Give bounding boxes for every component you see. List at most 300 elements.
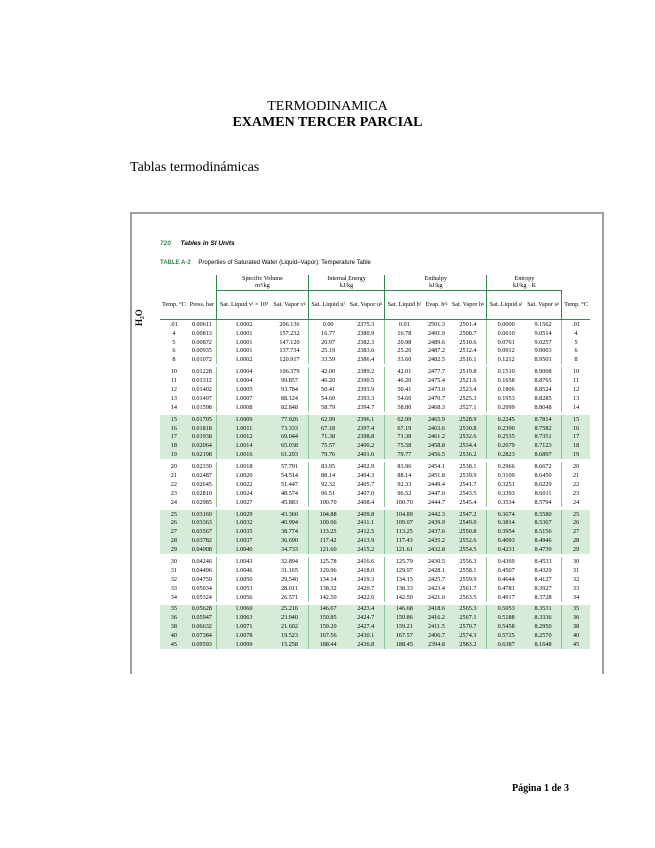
- table-cell: 8.8048: [534, 403, 552, 411]
- table-cell: 2491.9: [427, 329, 445, 337]
- table-cell: 138.33: [385, 584, 424, 593]
- table-cell: 29: [160, 545, 188, 554]
- table-cell: 46.20: [385, 376, 424, 385]
- table-cell: 2409.8: [347, 510, 384, 519]
- table-cell: 9.0514: [534, 329, 552, 337]
- table-cell: 157.232: [279, 329, 300, 337]
- table-cell: 0.04496: [191, 566, 212, 574]
- table-cell: 1.0063: [216, 614, 271, 623]
- table-row: [160, 376, 590, 385]
- table-cell: 11: [562, 376, 590, 385]
- table-cell: 2532.6: [449, 433, 486, 442]
- group-header: Enthalpy kJ/kg: [385, 275, 487, 291]
- table-cell: 188.45: [385, 640, 424, 649]
- table-cell: 2456.5: [423, 450, 449, 459]
- table-cell: 1.0046: [216, 566, 271, 575]
- table-cell: 16.77: [308, 329, 347, 338]
- table-cell: 6: [172, 347, 176, 355]
- table-cell: 113.25: [385, 528, 424, 537]
- table-cell: 8.8285: [534, 394, 552, 402]
- table-cell: 2510.6: [459, 338, 477, 346]
- table-cell: 113.25: [308, 528, 347, 537]
- table-cell: 0.02487: [191, 471, 212, 479]
- table-cell: 0.2099: [487, 403, 525, 412]
- table-cell: 15: [160, 415, 188, 424]
- table-cell: 2565.3: [449, 605, 486, 614]
- table-cell: 57.791: [280, 463, 298, 471]
- table-cell: 2407.0: [357, 489, 375, 497]
- table-cell: 4: [172, 329, 176, 337]
- table-row: [160, 640, 590, 649]
- table-row: [160, 424, 590, 433]
- table-cell: 2536.2: [449, 450, 486, 459]
- table-cell: 2444.7: [427, 498, 445, 506]
- table-cell: 31: [170, 566, 177, 574]
- table-cell: 13: [170, 394, 177, 402]
- table-cell: 71.38: [385, 433, 424, 442]
- table-row: [160, 329, 590, 338]
- table-cell: 36: [160, 614, 188, 623]
- table-cell: 2538.1: [459, 463, 477, 471]
- table-caption: Properties of Saturated Water (Liquid–Vapor): Temperature Table: [198, 260, 371, 266]
- table-row: [160, 403, 590, 412]
- table-cell: 2512.4: [459, 347, 477, 355]
- table-cell: 2411.5: [423, 623, 449, 632]
- table-cell: 21.602: [271, 623, 308, 632]
- table-cell: 29: [562, 545, 590, 554]
- table-cell: 33.60: [385, 356, 424, 365]
- table-cell: 2574.3: [449, 631, 486, 640]
- table-cell: 0.4369: [487, 557, 525, 566]
- table-cell: 8.2950: [525, 623, 562, 632]
- table-cell: 40.994: [271, 519, 308, 528]
- table-cell: 2430.5: [427, 557, 445, 565]
- table-cell: 8.7582: [525, 424, 562, 433]
- table-cell: 0.2535: [487, 433, 525, 442]
- table-cell: 0.2966: [487, 462, 525, 471]
- table-cell: 62.99: [385, 415, 424, 424]
- table-cell: 2519.8: [459, 368, 477, 376]
- table-cell: 38: [160, 623, 188, 632]
- table-cell: 8.4329: [534, 566, 552, 574]
- table-cell: 2418.0: [357, 566, 375, 574]
- table-cell: 50.41: [385, 385, 424, 394]
- table-cell: 2391.9: [357, 385, 375, 393]
- table-cell: 8: [562, 356, 590, 365]
- table-cell: 25.20: [385, 347, 424, 356]
- column-header: Sat. Liquid vᶠ × 10³: [216, 291, 271, 320]
- table-cell: 2477.7: [427, 368, 445, 376]
- table-cell: 2397.4: [347, 424, 384, 433]
- column-header: Sat. Liquid uᶠ: [308, 291, 347, 320]
- table-cell: 96.51: [308, 489, 347, 498]
- table-cell: 12: [170, 385, 177, 393]
- table-cell: 0.1806: [487, 385, 525, 394]
- table-cell: 2541.7: [459, 480, 477, 488]
- table-row: [160, 442, 590, 451]
- table-cell: 20: [562, 462, 590, 471]
- table-cell: 0.04246: [191, 557, 212, 565]
- table-cell: 2501.3: [427, 320, 445, 328]
- table-cell: 0.03169: [188, 510, 217, 519]
- table-cell: 0.01818: [188, 424, 217, 433]
- table-cell: 54.514: [280, 471, 298, 479]
- table-row: [160, 489, 590, 498]
- table-cell: 0.4093: [487, 536, 525, 545]
- table-cell: 0.4231: [487, 545, 525, 554]
- table-cell: 0.04008: [188, 545, 217, 554]
- table-cell: 36: [562, 614, 590, 623]
- table-row: [160, 510, 590, 519]
- table-cell: 8.5156: [525, 528, 562, 537]
- table-cell: 2583.2: [449, 640, 486, 649]
- table-cell: 0.02339: [191, 463, 212, 471]
- column-header: Sat. Vapor uᵍ: [347, 291, 384, 320]
- table-cell: 0.02645: [191, 480, 212, 488]
- table-cell: 82.848: [280, 403, 298, 411]
- table-cell: 1.0027: [216, 498, 271, 507]
- table-cell: 2523.4: [459, 385, 477, 393]
- table-cell: 2416.6: [357, 557, 375, 565]
- table-cell: 8.6672: [534, 463, 552, 471]
- table-cell: 79.77: [385, 450, 424, 459]
- table-cell: 0.05947: [188, 614, 217, 623]
- table-cell: 6: [562, 347, 590, 356]
- table-cell: 117.42: [308, 536, 347, 545]
- table-cell: 2432.8: [423, 545, 449, 554]
- table-cell: 36.690: [271, 536, 308, 545]
- table-cell: 206.136: [279, 320, 300, 328]
- table-cell: 2412.5: [347, 528, 384, 537]
- table-row: [160, 385, 590, 394]
- table-cell: 0.01705: [188, 415, 217, 424]
- table-cell: 0.04759: [191, 575, 212, 583]
- table-cell: 2465.9: [423, 415, 449, 424]
- column-header: Evap. hᶠᵍ: [423, 291, 449, 320]
- table-cell: 65.038: [271, 442, 308, 451]
- table-cell: 1.0099: [216, 640, 271, 649]
- table-cell: 19: [562, 450, 590, 459]
- table-cell: 8.6011: [534, 489, 552, 497]
- table-cell: 2425.7: [427, 575, 445, 583]
- table-cell: 38.774: [271, 528, 308, 537]
- table-cell: 9.0003: [534, 347, 552, 355]
- table-cell: 26: [562, 519, 590, 528]
- table-cell: 0.05628: [188, 605, 217, 614]
- table-cell: 0.02985: [191, 498, 212, 506]
- table-cell: 2389.2: [357, 368, 375, 376]
- table-cell: 0.2245: [487, 415, 525, 424]
- table-cell: 0.4644: [487, 575, 525, 584]
- table-cell: 88.14: [308, 471, 347, 480]
- table-cell: 1.0037: [216, 536, 271, 545]
- table-cell: 8.7123: [525, 442, 562, 451]
- table-cell: 159.20: [308, 623, 347, 632]
- table-row: [160, 614, 590, 623]
- table-cell: 0.5053: [487, 605, 525, 614]
- table-cell: 2521.6: [459, 377, 477, 385]
- group-header: Entropy kJ/kg · K: [487, 275, 562, 291]
- table-cell: 92.33: [385, 480, 424, 489]
- table-cell: 2428.1: [427, 566, 445, 574]
- table-cell: 0.3109: [487, 471, 525, 480]
- table-cell: 92.32: [308, 480, 347, 489]
- table-cell: 2405.7: [357, 480, 375, 488]
- table-cell: 109.07: [385, 519, 424, 528]
- table-cell: 1.0004: [216, 376, 271, 385]
- table-row: [160, 623, 590, 632]
- table-cell: 2487.2: [427, 347, 445, 355]
- table-cell: 0.01312: [191, 377, 212, 385]
- table-cell: 17: [562, 433, 590, 442]
- table-cell: 28: [562, 536, 590, 545]
- table-cell: 1.0014: [216, 442, 271, 451]
- table-cell: 129.97: [385, 566, 424, 575]
- section-heading: Tablas termodinámicas: [130, 160, 260, 175]
- table-row: [160, 605, 590, 614]
- table-cell: 26.571: [280, 593, 298, 601]
- table-cell: 62.99: [308, 415, 347, 424]
- group-header: Specific Volume m³/kg: [216, 275, 308, 291]
- table-cell: 2489.6: [427, 338, 445, 346]
- table-cell: 2435.2: [423, 536, 449, 545]
- table-row: [160, 347, 590, 356]
- table-cell: 4: [562, 329, 590, 338]
- table-cell: 2458.8: [423, 442, 449, 451]
- table-cell: 0.2823: [487, 450, 525, 459]
- document-subtitle: EXAMEN TERCER PARCIAL: [232, 115, 423, 130]
- table-cell: 0.00813: [191, 329, 212, 337]
- table-cell: 0.2679: [487, 442, 525, 451]
- table-cell: 9.0257: [534, 338, 552, 346]
- table-cell: 10: [562, 367, 590, 376]
- table-cell: 2543.5: [459, 489, 477, 497]
- table-cell: 16.78: [385, 329, 424, 338]
- table-cell: 34: [562, 593, 590, 602]
- column-header: Sat. Vapor hᵍ: [449, 291, 486, 320]
- table-cell: 93.784: [280, 385, 298, 393]
- table-cell: 2383.6: [357, 347, 375, 355]
- table-cell: 2427.4: [347, 623, 384, 632]
- table-cell: 121.61: [385, 545, 424, 554]
- table-cell: 0.01: [385, 320, 424, 329]
- table-cell: 0.02810: [191, 489, 212, 497]
- table-cell: 1.0078: [216, 631, 271, 640]
- table-cell: 1.0001: [216, 347, 271, 356]
- table-cell: 26: [160, 519, 188, 528]
- table-cell: 77.926: [271, 415, 308, 424]
- table-cell: 8.3336: [525, 614, 562, 623]
- table-cell: 31: [562, 566, 590, 575]
- table-cell: .01: [562, 320, 590, 329]
- table-cell: 88.14: [385, 471, 424, 480]
- table-cell: 129.96: [308, 566, 347, 575]
- table-cell: 2401.6: [347, 450, 384, 459]
- table-cell: 1.0043: [216, 557, 271, 566]
- table-cell: 2393.3: [357, 394, 375, 402]
- table-cell: 0.1953: [487, 394, 525, 403]
- table-cell: 28: [160, 536, 188, 545]
- table-cell: 0.3534: [487, 498, 525, 507]
- table-row: [160, 394, 590, 403]
- table-cell: 31.165: [280, 566, 298, 574]
- table-cell: 188.44: [308, 640, 347, 649]
- table-cell: 2508.7: [459, 329, 477, 337]
- table-cell: 1.0011: [216, 424, 271, 433]
- table-cell: 58.80: [385, 403, 424, 412]
- table-cell: 2413.9: [347, 536, 384, 545]
- table-cell: 2386.4: [357, 356, 375, 364]
- table-cell: 2424.7: [347, 614, 384, 623]
- table-cell: 30: [562, 557, 590, 566]
- table-cell: 8.6229: [534, 480, 552, 488]
- table-cell: 45.883: [280, 498, 298, 506]
- table-cell: 42.00: [308, 367, 347, 376]
- table-row: [160, 450, 590, 459]
- table-cell: 67.18: [308, 424, 347, 433]
- table-cell: 121.60: [308, 545, 347, 554]
- table-cell: 8.5794: [534, 498, 552, 506]
- table-cell: 2442.3: [423, 510, 449, 519]
- table-cell: 0.0610: [487, 329, 525, 338]
- table-cell: 0.01072: [191, 356, 212, 364]
- table-row: [160, 356, 590, 365]
- table-cell: 0.02198: [188, 450, 217, 459]
- table-cell: 83.96: [385, 462, 424, 471]
- table-cell: 100.70: [385, 498, 424, 507]
- table-cell: 0.06632: [188, 623, 217, 632]
- table-cell: 2539.9: [459, 471, 477, 479]
- table-cell: 2421.0: [427, 593, 445, 601]
- table-cell: 0.3393: [487, 489, 525, 498]
- table-cell: 32.894: [280, 557, 298, 565]
- column-header: Temp. °C: [562, 291, 590, 320]
- table-cell: 21: [562, 471, 590, 480]
- table-cell: 0.03363: [188, 519, 217, 528]
- table-cell: 18: [160, 442, 188, 451]
- table-title: [160, 260, 371, 266]
- table-cell: 137.734: [279, 347, 300, 355]
- table-cell: 2436.8: [347, 640, 384, 649]
- table-cell: 8.4127: [534, 575, 552, 583]
- table-cell: 0.4917: [487, 593, 525, 602]
- table-row: [160, 320, 590, 329]
- table-cell: 42.01: [385, 367, 424, 376]
- table-cell: 2423.4: [427, 584, 445, 592]
- table-cell: 12: [562, 385, 590, 394]
- table-cell: 2437.6: [423, 528, 449, 537]
- table-cell: 32: [562, 575, 590, 584]
- table-row: [160, 631, 590, 640]
- table-row: [160, 536, 590, 545]
- table-row: [160, 471, 590, 480]
- table-cell: 1.0005: [216, 385, 271, 394]
- table-cell: 2449.4: [427, 480, 445, 488]
- table-cell: 0.01402: [191, 385, 212, 393]
- table-cell: 2390.5: [357, 377, 375, 385]
- table-cell: 23: [170, 489, 177, 497]
- table-row: [160, 566, 590, 575]
- table-cell: 0.03782: [188, 536, 217, 545]
- table-cell: 2439.9: [423, 519, 449, 528]
- table-cell: 50.41: [308, 385, 347, 394]
- page-number: Página 1 de 3: [512, 783, 569, 794]
- table-cell: 2380.9: [357, 329, 375, 337]
- table-cell: 2567.1: [449, 614, 486, 623]
- table-cell: 1.0018: [216, 462, 271, 471]
- book-section-title: Tables in SI Units: [180, 240, 235, 247]
- table-cell: 45: [562, 640, 590, 649]
- table-cell: 2527.1: [459, 403, 477, 411]
- table-cell: 1.0060: [216, 605, 271, 614]
- table-cell: 2394.8: [423, 640, 449, 649]
- steam-table: [160, 275, 590, 649]
- table-cell: 0.0000: [487, 320, 525, 329]
- table-cell: 40: [562, 631, 590, 640]
- table-cell: 2416.2: [423, 614, 449, 623]
- table-cell: 1.0050: [216, 575, 271, 584]
- table-row: [160, 480, 590, 489]
- table-cell: 2501.4: [459, 320, 477, 328]
- table-cell: 1.0040: [216, 545, 271, 554]
- table-cell: 2419.3: [357, 575, 375, 583]
- table-cell: 1.0009: [216, 415, 271, 424]
- table-cell: 125.79: [385, 557, 424, 566]
- table-cell: 125.78: [308, 557, 347, 566]
- table-cell: 2454.1: [427, 463, 445, 471]
- table-cell: 117.43: [385, 536, 424, 545]
- book-page-number: 720: [160, 240, 171, 247]
- table-cell: 40: [160, 631, 188, 640]
- table-cell: 67.19: [385, 424, 424, 433]
- table-cell: 8.6897: [525, 450, 562, 459]
- table-cell: 2552.6: [449, 536, 486, 545]
- table-cell: 1.0002: [216, 356, 271, 365]
- table-cell: 8.9008: [534, 368, 552, 376]
- table-cell: 1.0035: [216, 528, 271, 537]
- table-cell: 2570.7: [449, 623, 486, 632]
- table-cell: 1.0002: [216, 320, 271, 329]
- table-cell: 14: [562, 403, 590, 412]
- table-cell: 32: [170, 575, 177, 583]
- table-cell: 2447.0: [427, 489, 445, 497]
- table-cell: 100.70: [308, 498, 347, 507]
- table-cell: 0.07384: [188, 631, 217, 640]
- table-cell: 0.02064: [188, 442, 217, 451]
- table-cell: 134.15: [385, 575, 424, 584]
- table-cell: 1.0071: [216, 623, 271, 632]
- table-cell: 104.88: [308, 510, 347, 519]
- column-header: Sat. Liquid sᶠ: [487, 291, 525, 320]
- table-cell: 0.00611: [191, 320, 212, 328]
- table-cell: 16: [562, 424, 590, 433]
- table-cell: 43.360: [271, 510, 308, 519]
- table-cell: 0.3674: [487, 510, 525, 519]
- table-cell: 167.57: [385, 631, 424, 640]
- table-cell: 35: [160, 605, 188, 614]
- table-cell: 28.011: [281, 584, 298, 592]
- table-cell: 0.01938: [188, 433, 217, 442]
- table-cell: 0.01497: [191, 394, 212, 402]
- table-cell: 2559.9: [459, 575, 477, 583]
- column-header: Press. bar: [188, 291, 217, 320]
- table-cell: 2561.7: [459, 584, 477, 592]
- table-cell: 0.05324: [191, 593, 212, 601]
- table-cell: 15: [562, 415, 590, 424]
- table-cell: 1.0056: [216, 593, 271, 602]
- table-cell: 0.0761: [487, 338, 525, 347]
- table-cell: 8.4946: [525, 536, 562, 545]
